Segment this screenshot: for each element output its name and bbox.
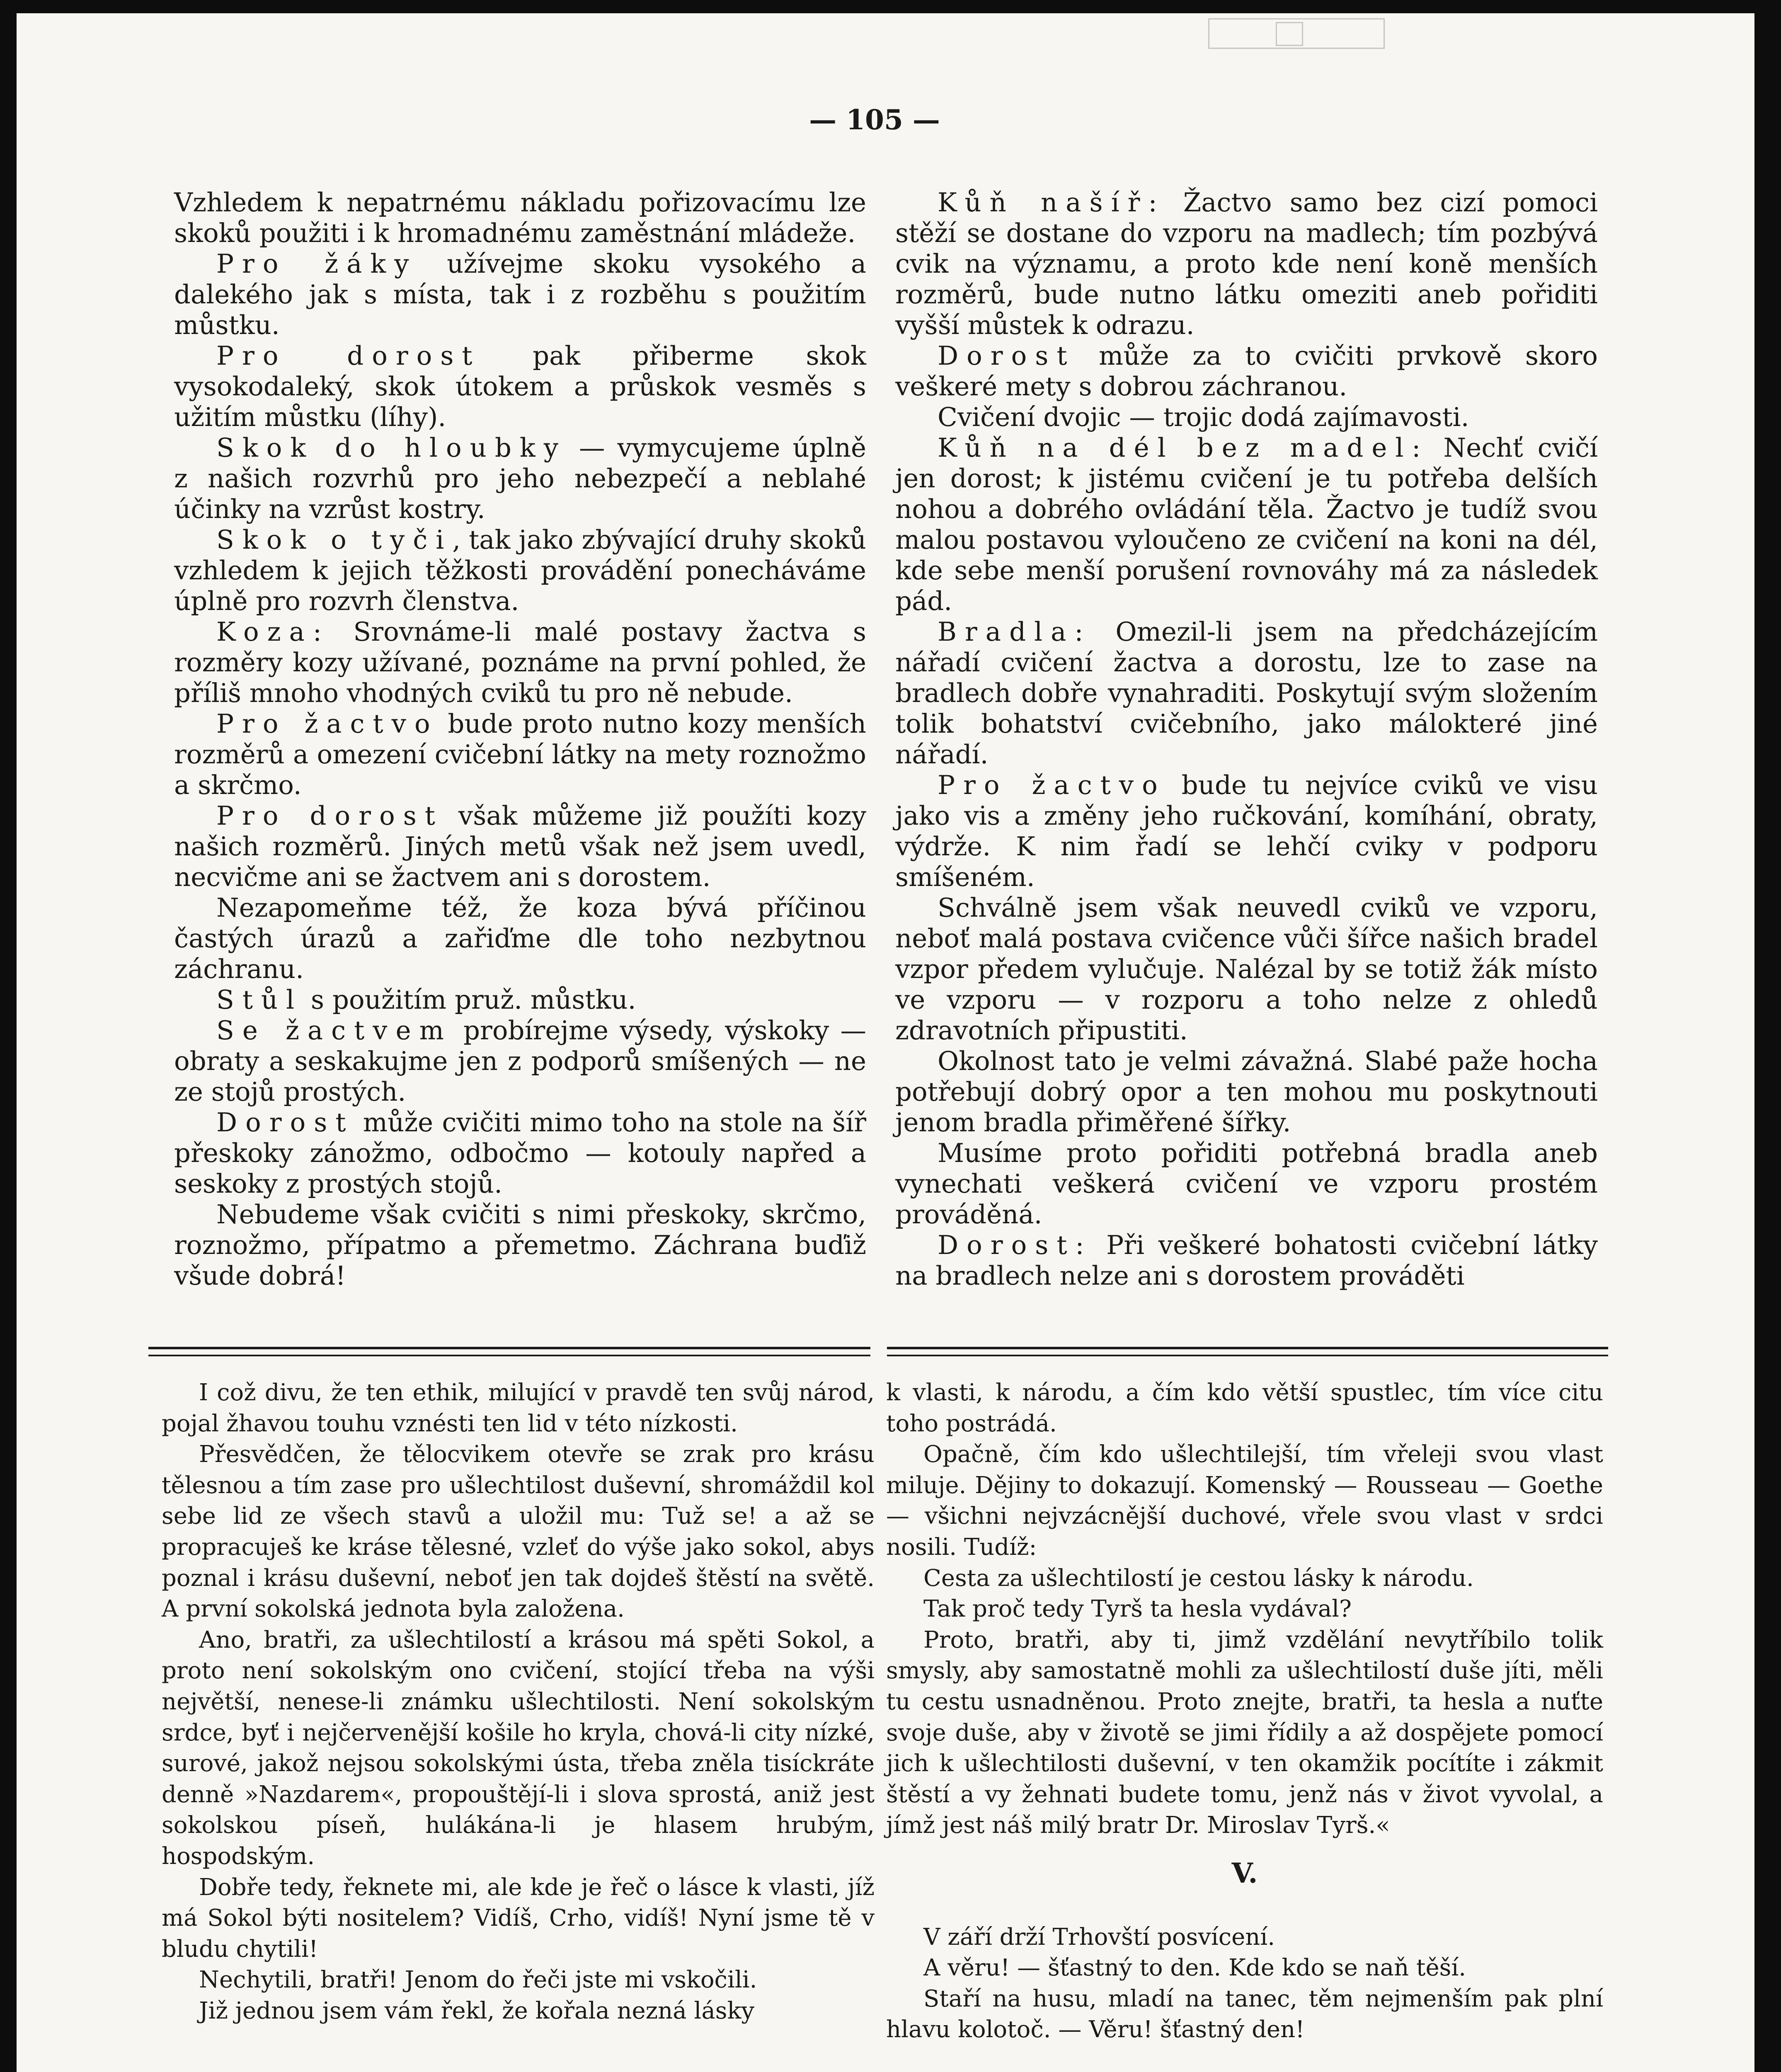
paragraph: Schválně jsem však neuvedl cviků ve vzporu, neboť malá postava cvičence vůči šířce našich bradel vzpor předem vylučuje. Nalézal by se totiž žák místo ve vzporu — v rozporu a toho nelze z ohledů zdravotních připustiti. bbox=[895, 893, 1598, 1046]
paragraph: Vzhledem k nepatrnému nákladu pořizovacímu lze skoků použiti i k hromadnému zaměstnání mládeže. bbox=[174, 187, 866, 248]
paragraph: Opačně, čím kdo ušlechtilejší, tím vřeleji svou vlast miluje. Dějiny to dokazují. Komenský — Rousseau — Goethe — všichni nejvzácnější duchové, vřele svou vlast v srdci nosili. Tudíž: bbox=[886, 1441, 1603, 1561]
paragraph: Bradla: Omezil-li jsem na předcházejícím nářadí cvičení žactva a dorostu, lze to zase na bradlech dobře vynahraditi. Poskytují svým složením tolik bohatství cvičebního, jako málokteré jiné nářadí. bbox=[895, 617, 1598, 770]
paragraph: Dorost může cvičiti mimo toho na stole na šíř přeskoky zánožmo, odbočmo — kotouly napřed a seskoky z prostých stojů. bbox=[174, 1107, 866, 1199]
paragraph: Pro žactvo bude proto nutno kozy menších rozměrů a omezení cvičební látky na mety roznožmo a skrčmo. bbox=[174, 709, 866, 800]
paragraph: Nezapomeňme též, že koza bývá příčinou častých úrazů a zařiďme dle toho nezbytnou záchranu. bbox=[174, 893, 866, 984]
paragraph: V září drží Trhovští posvícení. bbox=[923, 1923, 1275, 1951]
paragraph: Pro žactvo bude tu nejvíce cviků ve visu jako vis a změny jeho ručkování, komíhání, obraty, výdrže. K nim řadí se lehčí cviky v podporu smíšeném. bbox=[895, 770, 1598, 892]
paragraph: Dobře tedy, řeknete mi, ale kde je řeč o lásce k vlasti, jíž má Sokol býti nositelem? Vidíš, Crho, vidíš! Nyní jsme tě v bludu chytili! bbox=[162, 1874, 875, 1963]
paragraph: Tak proč tedy Tyrš ta hesla vydával? bbox=[923, 1595, 1352, 1623]
paragraph: k vlasti, k národu, a čím kdo větší spustlec, tím více citu toho postrádá. bbox=[886, 1379, 1603, 1437]
paragraph: Se žactvem probírejme výsedy, výskoky — obraty a seskakujme jen z podporů smíšených — ne ze stojů prostých. bbox=[174, 1015, 866, 1107]
column-bottom-left bbox=[162, 1377, 875, 2026]
paragraph: Přesvědčen, že tělocvikem otevře se zrak pro krásu tělesnou a tím zase pro ušlechtilost duševní, shromáždil kol sebe lid ze všech stavů a uložil mu: Tuž se! a až se propracuješ ke kráse tělesné, vzleť do výše jako sokol, abys poznal i krásu duševní, neboť jen tak dojdeš štěstí na světě. A první sokolská jednota byla založena. bbox=[162, 1441, 875, 1623]
section-heading: V. bbox=[1231, 1857, 1258, 1889]
column-top-right bbox=[895, 187, 1598, 1291]
paragraph: Dorost: Při veškeré bohatosti cvičební látky na bradlech nelze ani s dorostem prováděti bbox=[895, 1230, 1598, 1291]
paragraph: Kůň našíř: Žactvo samo bez cizí pomoci stěží se dostane do vzporu na madlech; tím pozbývá cvik na významu, a proto kde není koně menších rozměrů, bude nutno látku omeziti aneb pořiditi vyšší můstek k odrazu. bbox=[895, 187, 1598, 340]
paragraph: I což divu, že ten ethik, milující v pravdě ten svůj národ, pojal žhavou touhu vznésti ten lid v této nízkosti. bbox=[162, 1379, 875, 1437]
double-rule-divider bbox=[148, 1347, 870, 1356]
paragraph: Kůň na dél bez madel: Nechť cvičí jen dorost; k jistému cvičení je tu potřeba delších nohou a dobrého ovládání těla. Žactvo je tudíž svou malou postavou vyloučeno ze cvičení na koni na dél, kde sebe menší porušení rovnováhy má za následek pád. bbox=[895, 433, 1598, 616]
paragraph: Musíme proto pořiditi potřebná bradla aneb vynechati veškerá cvičení ve vzporu prostém prováděná. bbox=[895, 1138, 1598, 1230]
paragraph: A věru! — šťastný to den. Kde kdo se naň těší. bbox=[923, 1954, 1466, 1982]
paragraph: Nebudeme však cvičiti s nimi přeskoky, skrčmo, roznožmo, přípatmo a přemetmo. Záchrana buďiž všude dobrá! bbox=[174, 1199, 866, 1291]
archive-stamp bbox=[1208, 18, 1385, 49]
paragraph: Skok do hloubky — vymycujeme úplně z našich rozvrhů pro jeho nebezpečí a neblahé účinky na vzrůst kostry. bbox=[174, 433, 866, 524]
column-bottom-right bbox=[886, 1377, 1603, 2045]
paragraph: Proto, bratři, aby ti, jimž vzdělání nevytříbilo tolik smysly, aby samostatně mohli za ušlechtilostí duše jíti, měli tu cestu usnadněnou. Proto znejte, bratři, ta hesla a nuťte svoje duše, aby v životě se jimi řídily a až dospějete pomocí jich k ušlechtilosti duševní, v ten okamžik pocítíte i zákmit štěstí a vy žehnati budete tomu, jenž nás v život vyvolal, a jímž jest náš milý bratr Dr. Miroslav Tyrš.« bbox=[886, 1626, 1603, 1839]
document-page bbox=[17, 13, 1754, 2072]
paragraph: Skok o tyči, tak jako zbývající druhy skoků vzhledem k jejich těžkosti provádění ponecháváme úplně pro rozvrh členstva. bbox=[174, 525, 867, 616]
paragraph: Pro dorost pak přiberme skok vysokodaleký, skok útokem a průskok vesměs s užitím můstku (líhy). bbox=[174, 341, 866, 432]
paragraph: Dorost může za to cvičiti prvkově skoro veškeré mety s dobrou záchranou. bbox=[895, 341, 1598, 402]
paragraph: Cvičení dvojic — trojic dodá zajímavosti. bbox=[938, 402, 1469, 432]
paragraph: Okolnost tato je velmi závažná. Slabé paže hocha potřebují dobrý opor a ten mohou mu poskytnouti jenom bradla přiměřené šířky. bbox=[895, 1046, 1598, 1138]
paragraph: Koza: Srovnáme-li malé postavy žactva s rozměry kozy užívané, poznáme na první pohled, že příliš mnoho vhodných cviků tu pro ně nebude. bbox=[174, 617, 866, 708]
paragraph: Ano, bratři, za ušlechtilostí a krásou má spěti Sokol, a proto není sokolským ono cvičení, stojící třeba na výši největší, nenese-li známku ušlechtilosti. Není sokolským srdce, byť i nejčervenější košile ho kryla, chová-li city nízké, surové, jakož nejsou sokolskými ústa, třeba zněla tisíckráte denně »Nazdarem«, propouštějí-li i slova sprostá, aniž jest sokolskou píseň, hulákána-li je hlasem hrubým, hospodským. bbox=[162, 1626, 875, 1870]
page-number: — 105 — bbox=[809, 104, 940, 136]
paragraph: Nechytili, bratři! Jenom do řeči jste mi vskočili. bbox=[199, 1966, 757, 1994]
paragraph: Pro žáky užívejme skoku vysokého a dalekého jak s místa, tak i z rozběhu s použitím můstku. bbox=[174, 249, 867, 340]
paragraph: Stůl s použitím pruž. můstku. bbox=[216, 985, 636, 1015]
double-rule-divider bbox=[887, 1347, 1608, 1356]
paragraph: Již jednou jsem vám řekl, že kořala nezná lásky bbox=[199, 1997, 755, 2024]
paragraph: Cesta za ušlechtilostí je cestou lásky k národu. bbox=[923, 1564, 1474, 1592]
paragraph: Pro dorost však můžeme již použíti kozy našich rozměrů. Jiných metů však než jsem uvedl, necvičme ani se žactvem ani s dorostem. bbox=[174, 801, 866, 892]
column-top-left bbox=[174, 187, 866, 1291]
paragraph: Staří na husu, mladí na tanec, těm nejmenším pak plní hlavu kolotoč. — Věru! šťastný den! bbox=[886, 1985, 1603, 2043]
